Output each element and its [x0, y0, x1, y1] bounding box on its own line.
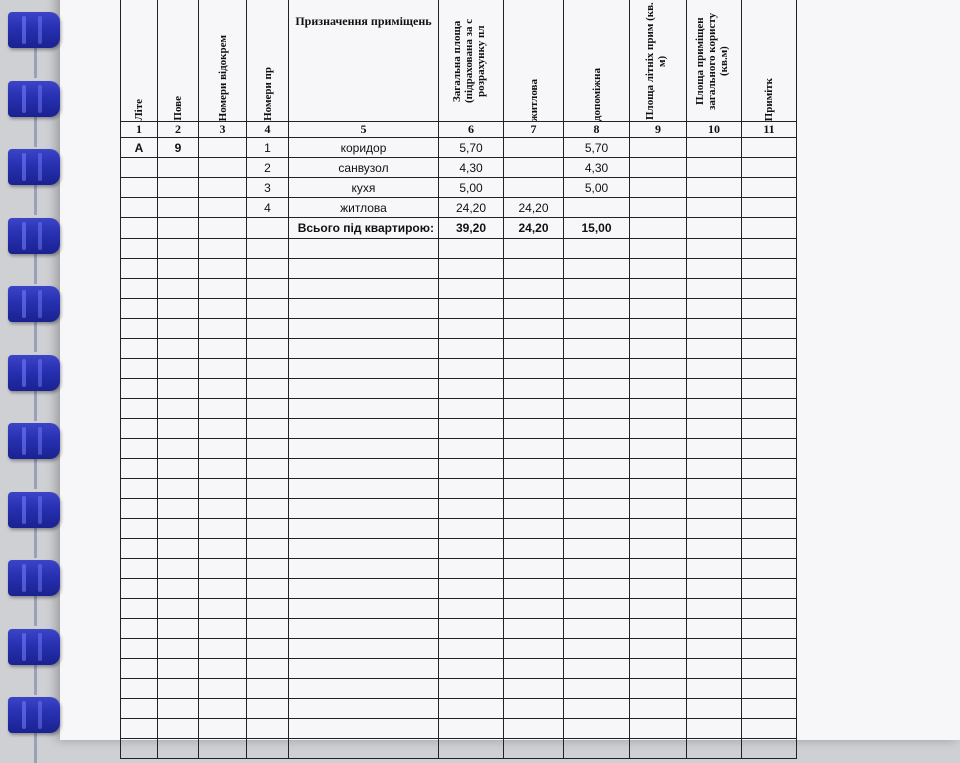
header-title: Площа приміщен загального користу (кв.м)	[694, 12, 730, 110]
area-table	[120, 0, 797, 759]
header-title: Загальна площа (підрахована за с розрахунку пл	[451, 18, 487, 104]
note-cell	[742, 198, 797, 218]
column-number: 4	[247, 122, 289, 138]
column-number-row	[121, 122, 797, 138]
table-row	[121, 178, 797, 198]
empty-row	[121, 239, 797, 259]
summer-area-cell	[630, 138, 687, 158]
header-title: Пове	[172, 96, 184, 121]
room-number-cell: 3	[247, 178, 289, 198]
summer-area-cell	[630, 178, 687, 198]
empty-row	[121, 419, 797, 439]
spiral-binding	[0, 0, 70, 720]
empty-row	[121, 699, 797, 719]
total-label-cell	[289, 218, 439, 239]
header-title: Номери відокрем	[216, 34, 229, 121]
empty-row	[121, 339, 797, 359]
room-number-cell: 1	[247, 138, 289, 158]
header-cell	[289, 0, 439, 122]
binding-coil	[8, 560, 60, 596]
note-cell	[742, 138, 797, 158]
note-cell	[742, 178, 797, 198]
empty-row	[121, 659, 797, 679]
header-cell	[742, 0, 797, 122]
room-number-cell: 2	[247, 158, 289, 178]
living-area-cell	[504, 138, 564, 158]
binding-coil	[8, 423, 60, 459]
empty-row	[121, 479, 797, 499]
room-number-cell: 4	[247, 198, 289, 218]
common-area-cell	[687, 178, 742, 198]
binding-coil	[8, 492, 60, 528]
header-cell	[121, 0, 158, 122]
header-cell	[199, 0, 247, 122]
header-title: допоміжна	[590, 67, 603, 121]
auxiliary-area-cell	[564, 198, 630, 218]
auxiliary-area-cell: 5,00	[564, 178, 630, 198]
header-cell	[247, 0, 289, 122]
empty-row	[121, 439, 797, 459]
room-purpose-cell: коридор	[289, 138, 439, 158]
binding-coil	[8, 697, 60, 733]
auxiliary-area-cell: 4,30	[564, 158, 630, 178]
header-title: Номери пр	[261, 67, 274, 121]
binding-coil	[8, 629, 60, 665]
letter-cell	[121, 198, 158, 218]
binding-coil	[8, 81, 60, 117]
total-label: Всього під квартирою:	[297, 221, 434, 235]
auxiliary-area-sum: 15,00	[564, 218, 630, 239]
note-cell	[742, 158, 797, 178]
column-number: 6	[439, 122, 504, 138]
common-area-cell	[687, 158, 742, 178]
living-area-cell	[504, 178, 564, 198]
table-row	[121, 158, 797, 178]
empty-row	[121, 639, 797, 659]
unit-cell	[199, 138, 247, 158]
unit-cell	[199, 178, 247, 198]
total-area-sum: 39,20	[439, 218, 504, 239]
column-number: 1	[121, 122, 158, 138]
header-cell	[439, 0, 504, 122]
total-row	[121, 218, 797, 239]
binding-coil	[8, 218, 60, 254]
empty-row	[121, 499, 797, 519]
table-row	[121, 138, 797, 158]
empty-row	[121, 379, 797, 399]
empty-row	[121, 279, 797, 299]
header-cell	[158, 0, 199, 122]
empty-row	[121, 299, 797, 319]
auxiliary-area-cell: 5,70	[564, 138, 630, 158]
unit-cell	[199, 198, 247, 218]
empty-row	[121, 259, 797, 279]
column-number: 11	[742, 122, 797, 138]
header-cell	[687, 0, 742, 122]
empty-row	[121, 619, 797, 639]
header-cell	[504, 0, 564, 122]
unit-cell	[199, 158, 247, 178]
floor-cell	[158, 198, 199, 218]
header-title: Площа літніх прим (кв. м)	[644, 2, 668, 120]
column-number: 8	[564, 122, 630, 138]
header-title: Примітк	[763, 77, 775, 121]
empty-row	[121, 459, 797, 479]
empty-row	[121, 559, 797, 579]
table-row	[121, 198, 797, 218]
column-number: 10	[687, 122, 742, 138]
column-number: 3	[199, 122, 247, 138]
empty-row	[121, 599, 797, 619]
total-area-cell: 24,20	[439, 198, 504, 218]
living-area-cell	[504, 158, 564, 178]
common-area-cell	[687, 198, 742, 218]
empty-row	[121, 739, 797, 759]
room-purpose-cell: кухя	[289, 178, 439, 198]
empty-row	[121, 319, 797, 339]
header-cell	[564, 0, 630, 122]
header-title: житлова	[527, 78, 540, 121]
column-number: 2	[158, 122, 199, 138]
letter-cell	[121, 178, 158, 198]
header-cell	[630, 0, 687, 122]
binding-coil	[8, 12, 60, 48]
column-number: 9	[630, 122, 687, 138]
empty-row	[121, 719, 797, 739]
room-purpose-cell: санвузол	[289, 158, 439, 178]
living-area-sum: 24,20	[504, 218, 564, 239]
empty-row	[121, 679, 797, 699]
summer-area-cell	[630, 158, 687, 178]
empty-row	[121, 399, 797, 419]
floor-cell	[158, 158, 199, 178]
empty-row	[121, 519, 797, 539]
letter-cell	[121, 158, 158, 178]
total-area-cell: 5,70	[439, 138, 504, 158]
total-area-cell: 4,30	[439, 158, 504, 178]
letter-cell: А	[121, 138, 158, 158]
living-area-cell: 24,20	[504, 198, 564, 218]
empty-row	[121, 359, 797, 379]
binding-coil	[8, 149, 60, 185]
empty-row	[121, 539, 797, 559]
column-number: 7	[504, 122, 564, 138]
total-area-cell: 5,00	[439, 178, 504, 198]
floor-cell	[158, 178, 199, 198]
summer-area-cell	[630, 198, 687, 218]
header-title: Призначення приміщень	[295, 14, 432, 28]
header-row	[121, 0, 797, 122]
binding-coil	[8, 355, 60, 391]
header-title: Літе	[133, 99, 145, 121]
common-area-cell	[687, 138, 742, 158]
column-number: 5	[289, 122, 439, 138]
floor-cell: 9	[158, 138, 199, 158]
room-purpose-cell: житлова	[289, 198, 439, 218]
empty-row	[121, 579, 797, 599]
binding-coil	[8, 286, 60, 322]
